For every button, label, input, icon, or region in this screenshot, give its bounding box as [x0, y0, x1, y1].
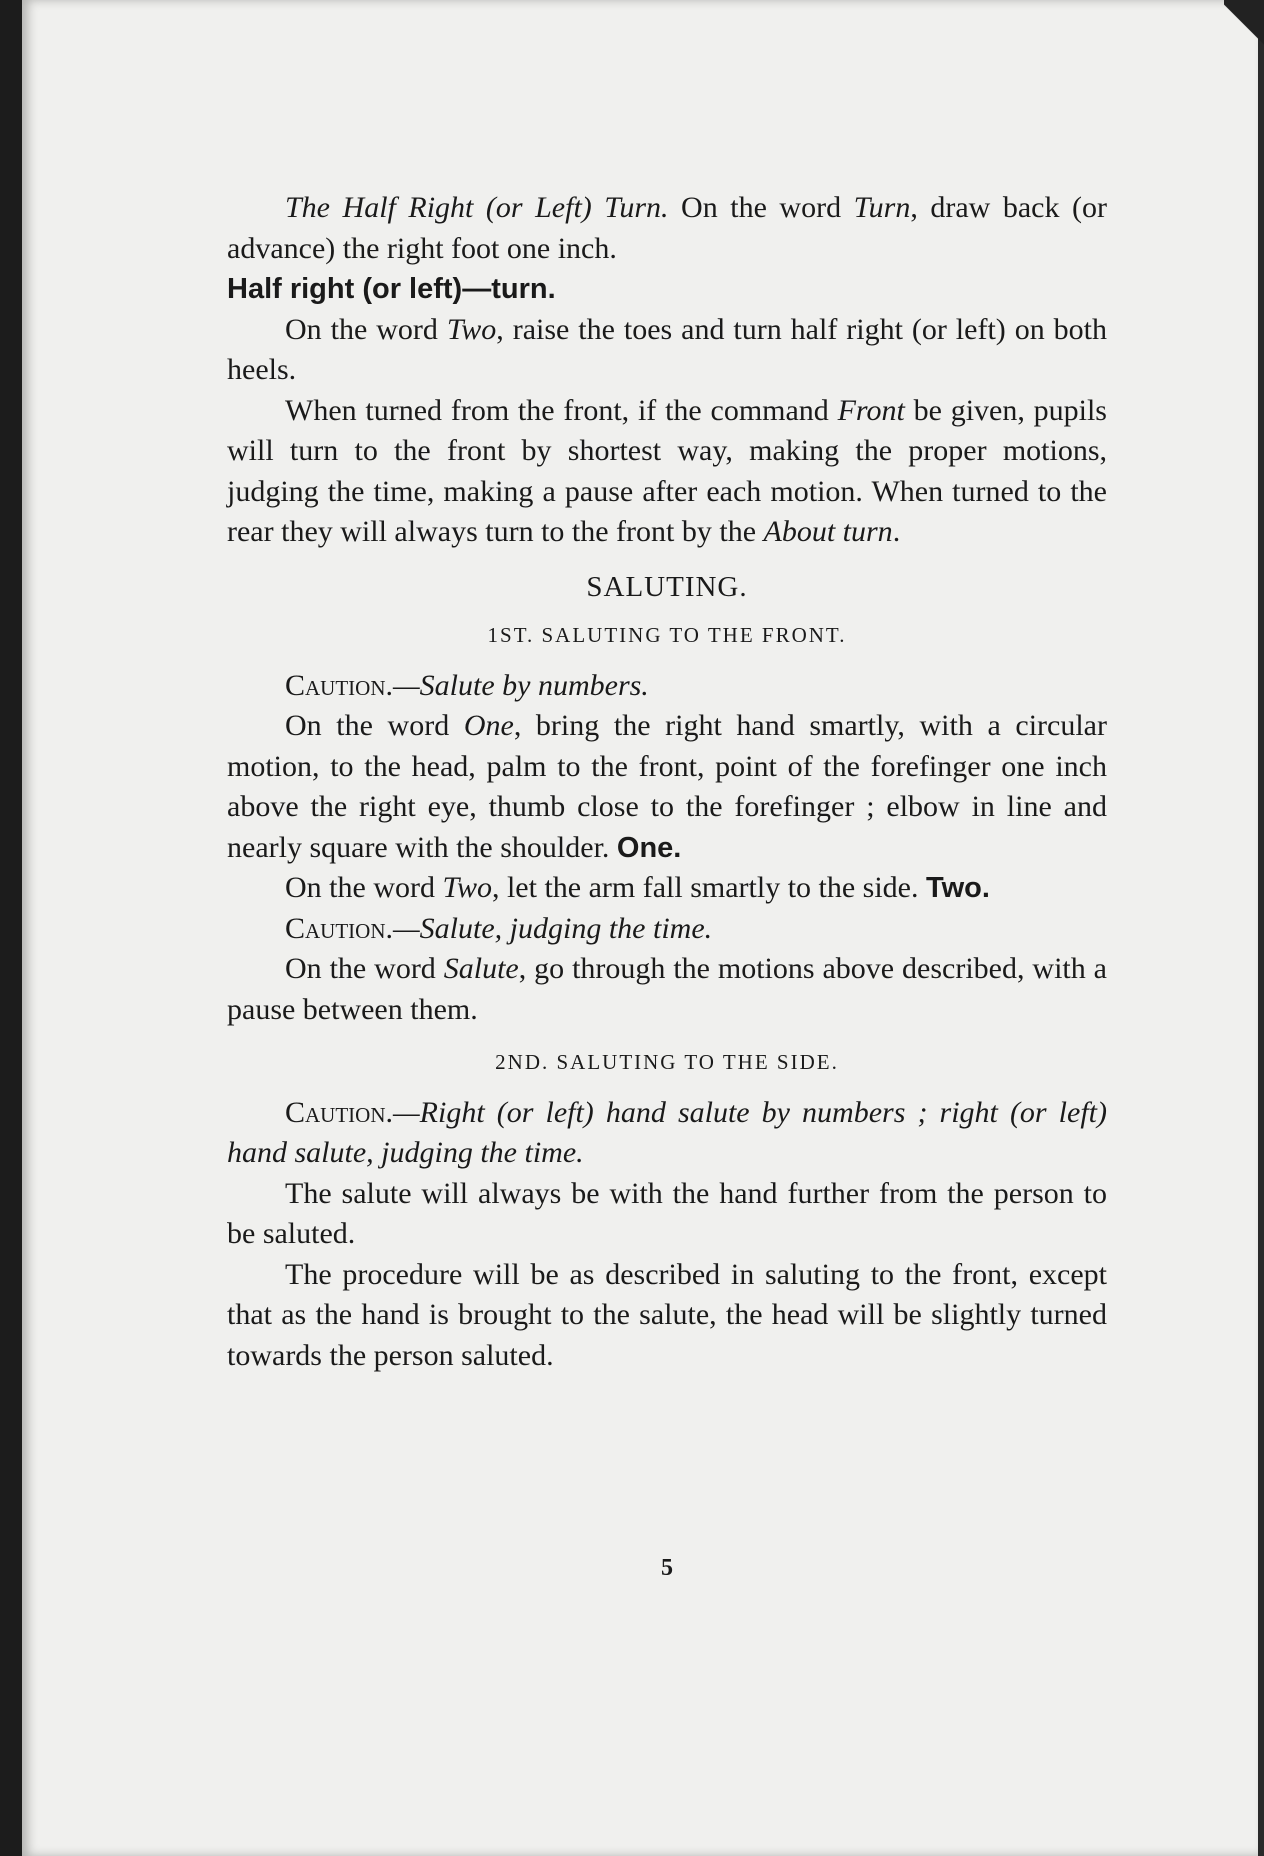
paragraph-one [227, 706, 1107, 868]
caution-label: Caution. [285, 1095, 393, 1129]
caution-label: Caution. [285, 668, 393, 702]
caution-1 [227, 666, 1107, 707]
italic-term: Front [837, 393, 905, 427]
caution-2 [227, 909, 1107, 950]
italic-term: Two [446, 312, 497, 346]
text-span: , let the arm fall smartly to the side. [491, 871, 927, 904]
book-page [22, 0, 1258, 1856]
command-text: One. [616, 831, 682, 864]
paragraph-front [227, 391, 1107, 553]
caution-text: —Salute by numbers. [393, 668, 649, 702]
text-span: be given, pupils will turn to the front by shortest way, making the proper motions, judging the time, making a pause after each motion. When turned to the rear they will always turn to the front by the [227, 393, 1107, 548]
paragraph-salute [227, 949, 1107, 1030]
italic-term: Salute [443, 952, 519, 985]
italic-term: One [463, 709, 514, 742]
text-span: , bring the right hand smartly, with a circular motion, to the head, palm to the front, point of the forefinger one inch above the right eye, thumb close to the forefinger ; elbow in line and nearly square with the shoulder. [227, 709, 1107, 864]
command-text: Half right (or left)—turn. [227, 273, 556, 305]
paragraph-procedure: The procedure will be as described in saluting to the front, except that as the hand is brought to the salute, the head will be slightly turned towards the person saluted. [227, 1257, 1107, 1372]
text-span: . [892, 515, 901, 548]
text-span: On the word [285, 709, 464, 742]
page-text [227, 188, 1107, 1581]
italic-term: About turn [763, 515, 893, 548]
text-span: On the word [285, 871, 443, 904]
text-span: , go through the motions above described, with a pause between them. [227, 952, 1107, 1026]
caution-3 [227, 1093, 1107, 1174]
text-span: On the word [285, 312, 447, 346]
caution-text: —Salute, judging the time. [393, 911, 713, 945]
text-span: On the word [668, 191, 842, 224]
page-number: 5 [661, 1555, 673, 1581]
command-half-right [227, 269, 1107, 310]
subheading-side: 2ND. SALUTING TO THE SIDE. [495, 1050, 839, 1074]
paragraph-two-arm [227, 868, 1107, 909]
scan-edge-left [0, 0, 22, 1856]
caution-text: —Right (or left) hand salute by numbers ; right (or left) hand salute, judging the time. [227, 1095, 1107, 1169]
paragraph-further-hand: The salute will always be with the hand further from the person to be saluted. [227, 1176, 1107, 1250]
italic-term: Turn [853, 191, 911, 224]
half-turn-title: The Half Right (or Left) Turn. [285, 191, 669, 224]
text-span: , draw back (or advance) the right foot one inch. [227, 191, 1107, 265]
italic-term: Two [442, 871, 492, 904]
text-span: When turned from the front, if the command [285, 393, 838, 427]
heading-saluting: SALUTING. [586, 570, 748, 603]
command-text: Two. [926, 872, 990, 904]
paragraph-two [227, 310, 1107, 391]
paragraph-half-turn [227, 188, 1107, 269]
subheading-front: 1ST. SALUTING TO THE FRONT. [487, 623, 847, 647]
text-span: , raise the toes and turn half right (or left) on both heels. [227, 312, 1107, 386]
text-span: On the word [285, 952, 444, 985]
scan-corner [1224, 0, 1264, 70]
caution-label: Caution. [285, 911, 393, 945]
